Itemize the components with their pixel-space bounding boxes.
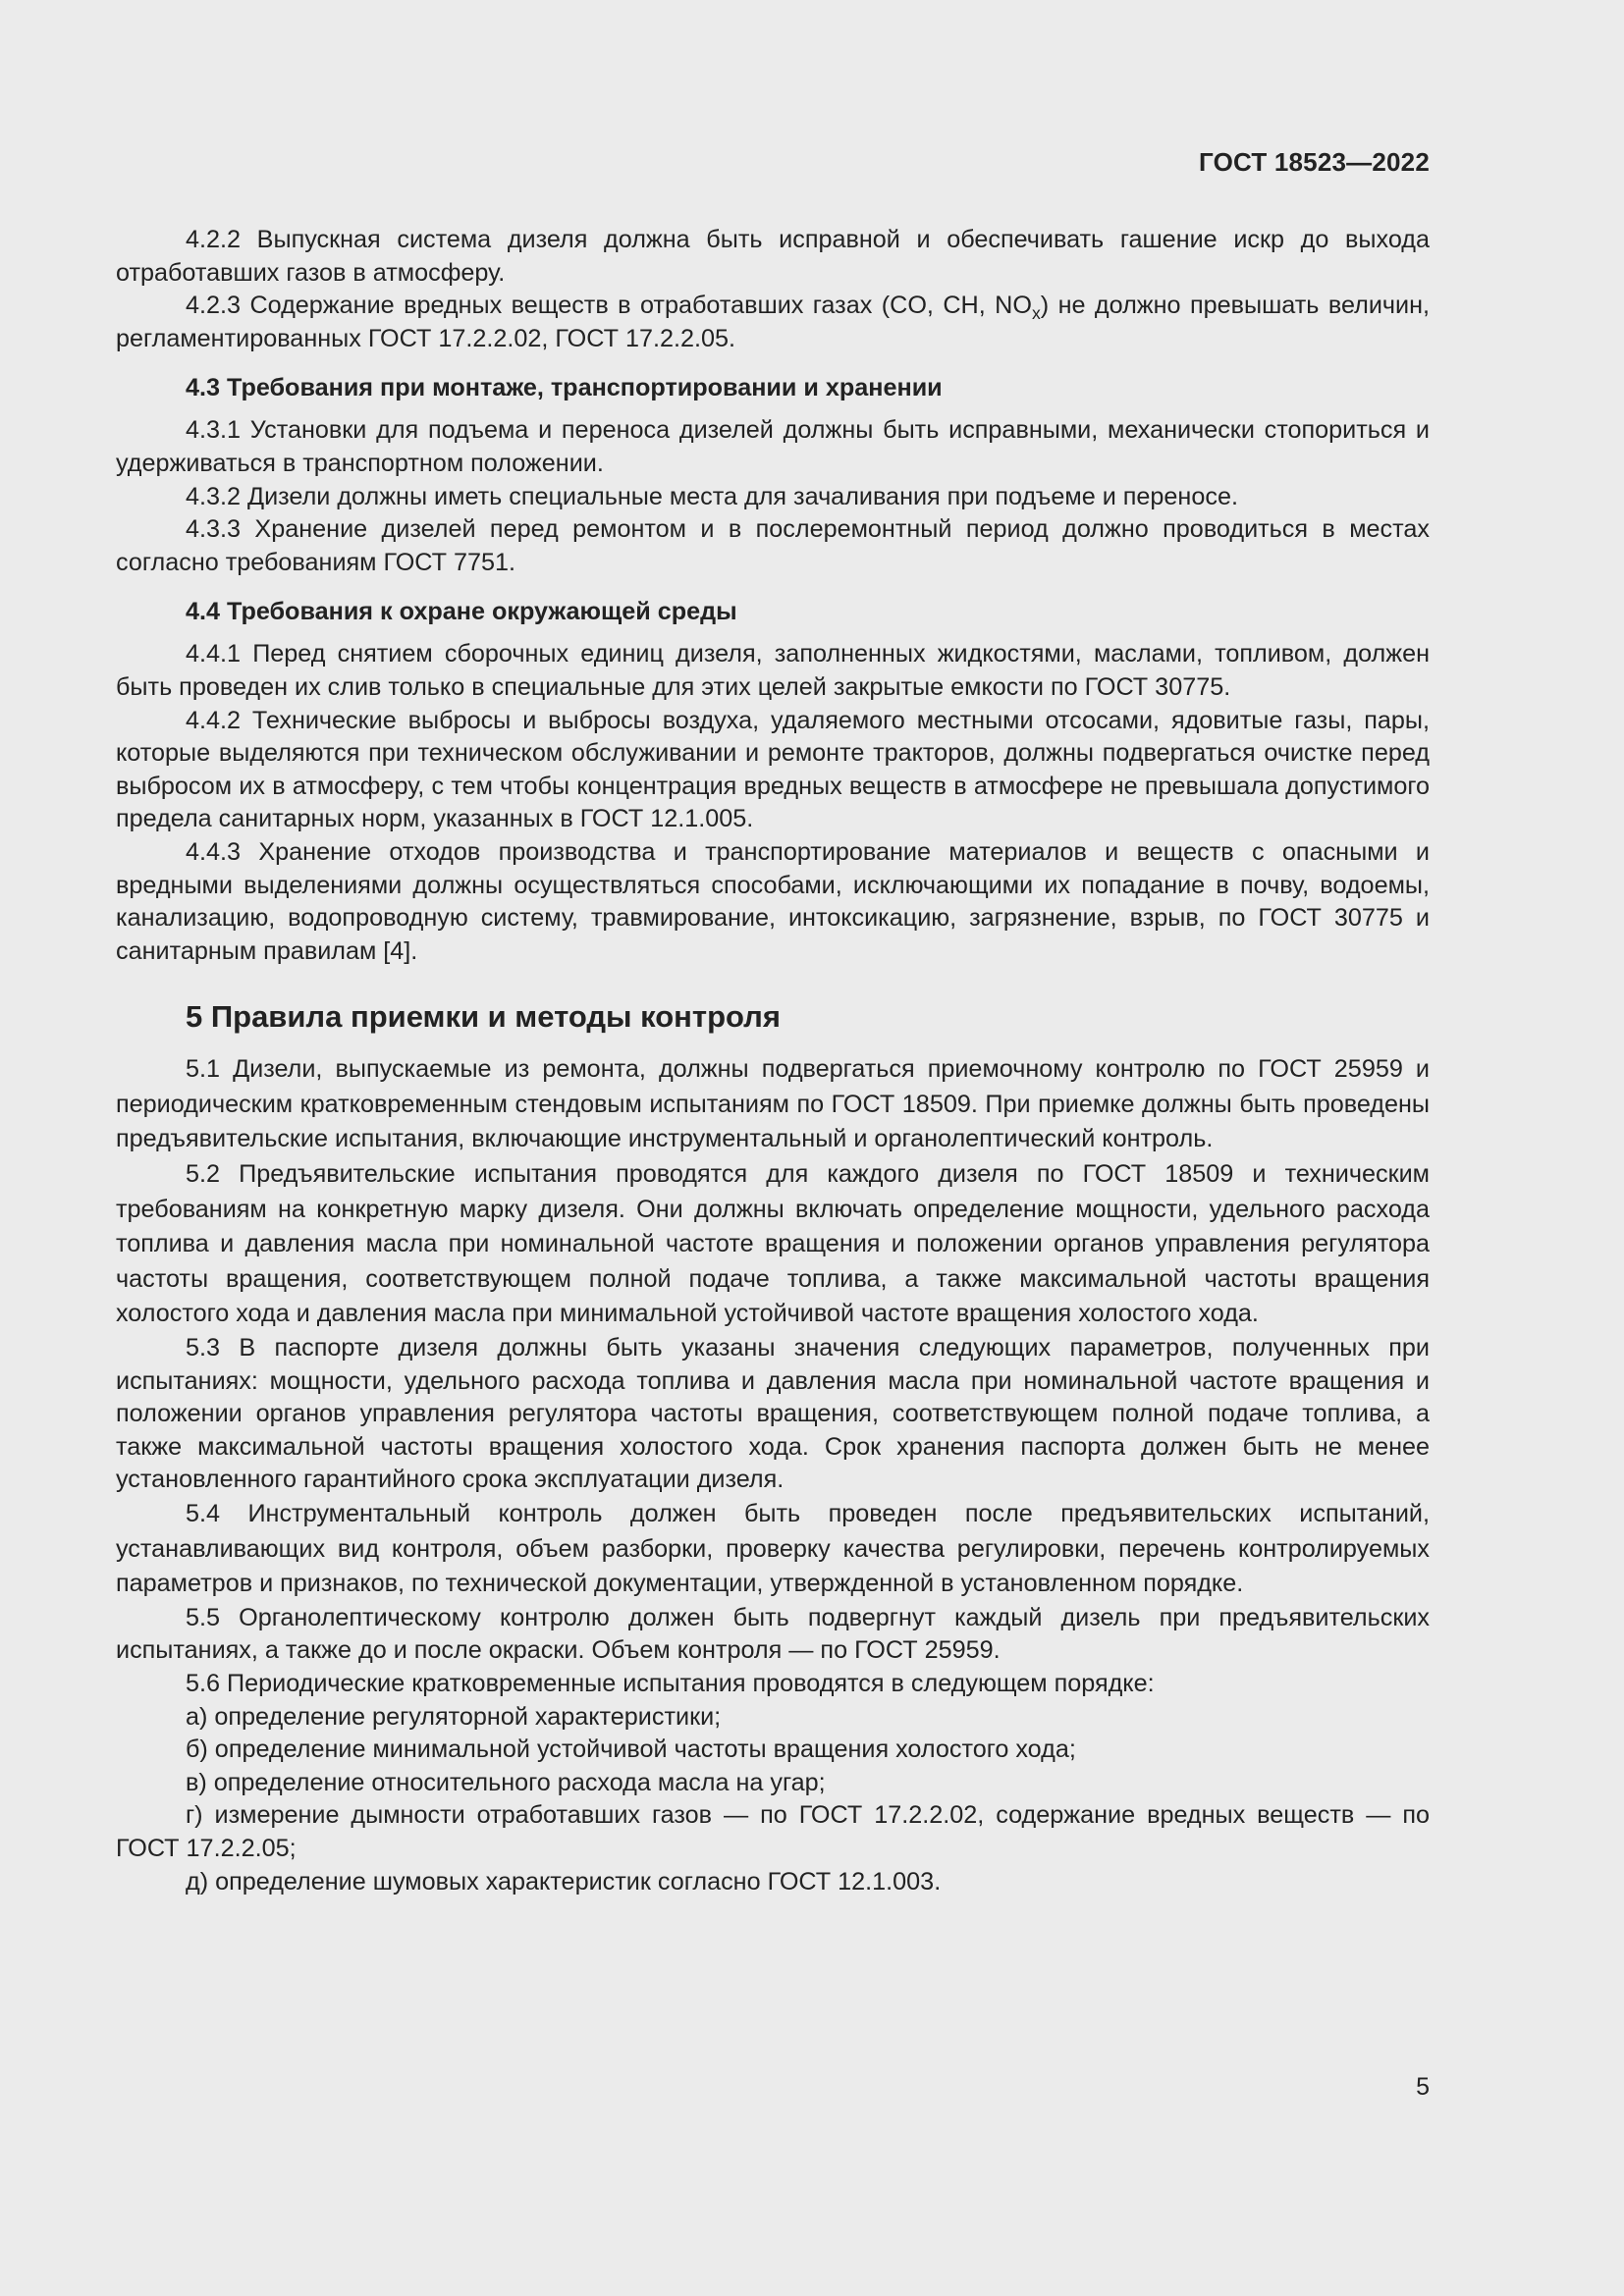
heading-4-4: 4.4 Требования к охране окружающей среды [186, 598, 737, 626]
list-item-v: в) определение относительного расхода масла на угар; [186, 1768, 826, 1796]
paragraph-4-4-2: 4.4.2 Технические выбросы и выбросы воздуха, удаляемого местными отсосами, ядовитые газы, пары, которые выделяются при техническом обслуживании и ремонте тракторов, должны подвергаться очистке перед выбросом их в атмосферу, с тем чтобы концентрация вредных веществ в атмосфере не превышала допустимого предела санитарных норм, указанных в ГОСТ 12.1.005. [116, 706, 1430, 833]
list-item-g: г) измерение дымности отработавших газов — по ГОСТ 17.2.2.02, содержание вредных веществ — по ГОСТ 17.2.2.05; [116, 1801, 1430, 1862]
heading-section-5: 5 Правила приемки и методы контроля [186, 999, 781, 1035]
subscript-x: x [1031, 303, 1041, 324]
paragraph-4-2-3-text-after: ) не должно превышать величин, регламентированных ГОСТ 17.2.2.02, ГОСТ 17.2.2.05. [116, 292, 1430, 352]
paragraph-4-2-3-text-before: 4.2.3 Содержание вредных веществ в отработавших газах (CO, CH, NO [186, 292, 1032, 320]
document-id: ГОСТ 18523—2022 [1199, 147, 1430, 177]
document-body [116, 224, 1430, 1898]
paragraph-4-2-3 [116, 290, 1430, 355]
section-5-body [116, 1052, 1430, 1898]
paragraph-4-3-1: 4.3.1 Установки для подъема и переноса дизелей должны быть исправными, механически стопориться и удерживаться в транспортном положении. [116, 416, 1430, 477]
paragraph-5-2: 5.2 Предъявительские испытания проводятся для каждого дизеля по ГОСТ 18509 и техническим требованиям на конкретную марку дизеля. Они должны включать определение мощности, удельного расхода топлива и давления масла при номинальной частоте вращения и положении органов управления регулятора частоты вращения, соответствующем полной подаче топлива, а также максимальной частоты вращения холостого хода и давления масла при минимальной устойчивой частоте вращения холостого хода. [116, 1160, 1430, 1328]
paragraph-4-3-3: 4.3.3 Хранение дизелей перед ремонтом и в послеремонтный период должно проводиться в местах согласно требованиям ГОСТ 7751. [116, 515, 1430, 576]
list-item-b: б) определение минимальной устойчивой частоты вращения холостого хода; [186, 1735, 1076, 1764]
paragraph-5-4: 5.4 Инструментальный контроль должен быть проведен после предъявительских испытаний, устанавливающих вид контроля, объем разборки, проверку качества регулировки, перечень контролируемых параметров и признаков, по технической документации, утвержденной в установленном порядке. [116, 1500, 1430, 1598]
paragraph-5-3: 5.3 В паспорте дизеля должны быть указаны значения следующих параметров, полученных при испытаниях: мощности, удельного расхода топлива и давления масла при номинальной частоте вращения и положении органов управления регулятора частоты вращения, соответствующем полной подаче топлива, а также максимальной частоты вращения холостого хода. Срок хранения паспорта должен быть не менее установленного гарантийного срока эксплуатации дизеля. [116, 1334, 1430, 1494]
paragraph-4-4-1: 4.4.1 Перед снятием сборочных единиц дизеля, заполненных жидкостями, маслами, топливом, должен быть проведен их слив только в специальные для этих целей закрытые емкости по ГОСТ 30775. [116, 640, 1430, 701]
paragraph-5-6: 5.6 Периодические кратковременные испытания проводятся в следующем порядке: [186, 1669, 1155, 1697]
heading-4-3: 4.3 Требования при монтаже, транспортировании и хранении [186, 374, 943, 402]
list-item-a: а) определение регуляторной характеристики; [186, 1702, 722, 1731]
paragraph-4-3-2: 4.3.2 Дизели должны иметь специальные места для зачаливания при подъеме и переносе. [186, 482, 1238, 510]
paragraph-5-1: 5.1 Дизели, выпускаемые из ремонта, должны подвергаться приемочному контролю по ГОСТ 25959 и периодическим кратковременным стендовым испытаниям по ГОСТ 18509. При приемке должны быть проведены предъявительские испытания, включающие инструментальный и органолептический контроль. [116, 1055, 1430, 1153]
list-item-d: д) определение шумовых характеристик согласно ГОСТ 12.1.003. [186, 1867, 942, 1896]
paragraph-4-4-3: 4.4.3 Хранение отходов производства и транспортирование материалов и веществ с опасными и вредными выделениями должны осуществляться способами, исключающими их попадание в почву, водоемы, канализацию, водопроводную систему, травмирование, интоксикацию, загрязнение, взрыв, по ГОСТ 30775 и санитарным правилам [4]. [116, 837, 1430, 965]
page-number: 5 [1416, 2073, 1430, 2101]
paragraph-4-2-2: 4.2.2 Выпускная система дизеля должна быть исправной и обеспечивать гашение искр до выхода отработавших газов в атмосферу. [116, 226, 1430, 287]
paragraph-5-5: 5.5 Органолептическому контролю должен быть подвергнут каждый дизель при предъявительских испытаниях, а также до и после окраски. Объем контроля — по ГОСТ 25959. [116, 1603, 1430, 1665]
